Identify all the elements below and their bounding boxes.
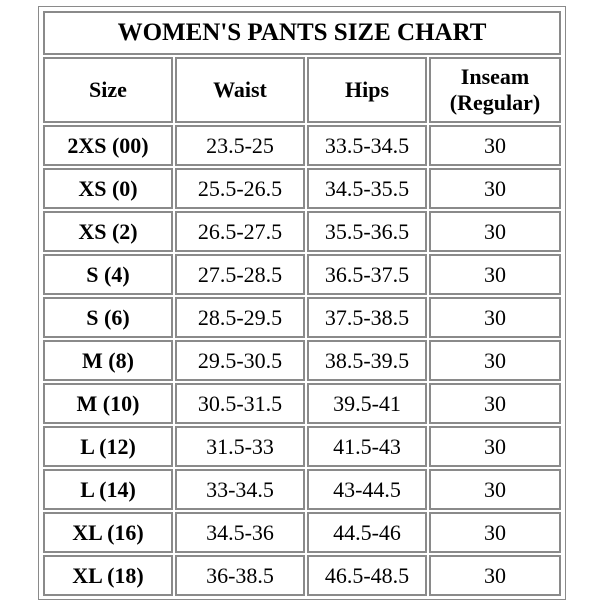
waist-cell: 36-38.5	[175, 555, 305, 596]
hips-cell: 41.5-43	[307, 426, 427, 467]
waist-cell: 25.5-26.5	[175, 168, 305, 209]
inseam-cell: 30	[429, 426, 561, 467]
waist-cell: 23.5-25	[175, 125, 305, 166]
size-cell: XL (16)	[43, 512, 173, 553]
waist-cell: 30.5-31.5	[175, 383, 305, 424]
waist-cell: 27.5-28.5	[175, 254, 305, 295]
hips-cell: 37.5-38.5	[307, 297, 427, 338]
inseam-cell: 30	[429, 254, 561, 295]
size-cell: XS (0)	[43, 168, 173, 209]
size-cell: L (12)	[43, 426, 173, 467]
header-waist: Waist	[175, 57, 305, 123]
inseam-cell: 30	[429, 125, 561, 166]
chart-title: WOMEN'S PANTS SIZE CHART	[43, 11, 561, 55]
hips-cell: 44.5-46	[307, 512, 427, 553]
inseam-cell: 30	[429, 340, 561, 381]
waist-cell: 26.5-27.5	[175, 211, 305, 252]
inseam-cell: 30	[429, 555, 561, 596]
size-cell: M (10)	[43, 383, 173, 424]
hips-cell: 35.5-36.5	[307, 211, 427, 252]
header-size: Size	[43, 57, 173, 123]
inseam-cell: 30	[429, 168, 561, 209]
waist-cell: 29.5-30.5	[175, 340, 305, 381]
hips-cell: 36.5-37.5	[307, 254, 427, 295]
header-inseam-line2: (Regular)	[449, 90, 541, 115]
size-cell: XS (2)	[43, 211, 173, 252]
inseam-cell: 30	[429, 383, 561, 424]
hips-cell: 34.5-35.5	[307, 168, 427, 209]
header-inseam-line1: Inseam	[460, 64, 530, 89]
inseam-cell: 30	[429, 297, 561, 338]
waist-cell: 33-34.5	[175, 469, 305, 510]
waist-cell: 31.5-33	[175, 426, 305, 467]
waist-cell: 34.5-36	[175, 512, 305, 553]
size-cell: S (6)	[43, 297, 173, 338]
header-hips: Hips	[307, 57, 427, 123]
hips-cell: 38.5-39.5	[307, 340, 427, 381]
hips-cell: 33.5-34.5	[307, 125, 427, 166]
size-cell: M (8)	[43, 340, 173, 381]
size-cell: L (14)	[43, 469, 173, 510]
size-chart-table	[38, 6, 566, 600]
hips-cell: 39.5-41	[307, 383, 427, 424]
inseam-cell: 30	[429, 512, 561, 553]
hips-cell: 46.5-48.5	[307, 555, 427, 596]
waist-cell: 28.5-29.5	[175, 297, 305, 338]
hips-cell: 43-44.5	[307, 469, 427, 510]
header-inseam	[429, 57, 561, 123]
size-cell: XL (18)	[43, 555, 173, 596]
inseam-cell: 30	[429, 469, 561, 510]
size-cell: S (4)	[43, 254, 173, 295]
inseam-cell: 30	[429, 211, 561, 252]
size-cell: 2XS (00)	[43, 125, 173, 166]
